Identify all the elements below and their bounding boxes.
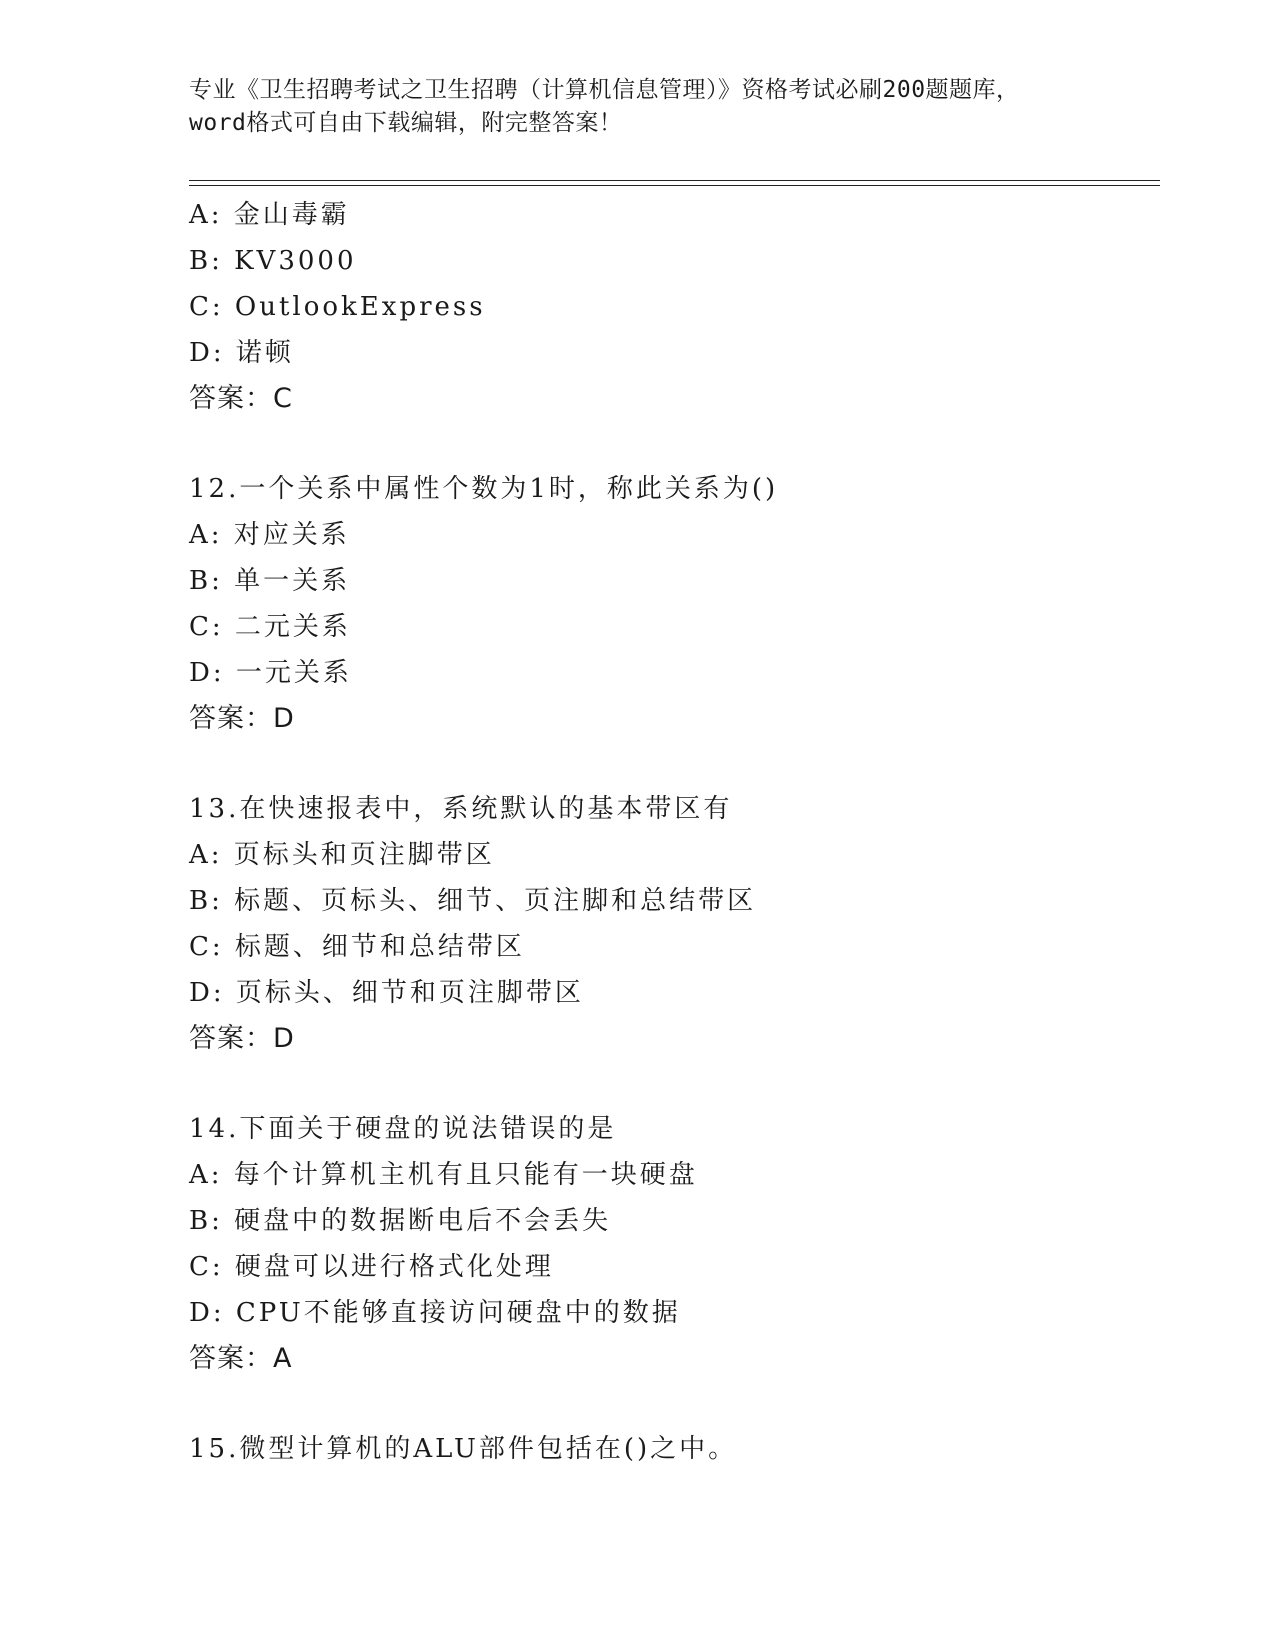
answer-line: 答案：D (189, 703, 295, 734)
header-line-2: word格式可自由下载编辑，附完整答案！ (189, 110, 623, 136)
option-b: B: 硬盘中的数据断电后不会丢失 (189, 1206, 612, 1236)
header-divider-bottom (189, 185, 1160, 186)
document-header (189, 74, 1089, 140)
option-b: B: 单一关系 (189, 566, 351, 596)
option-b: B: 标题、页标头、细节、页注脚和总结带区 (189, 886, 757, 916)
option-a: A: 每个计算机主机有且只能有一块硬盘 (189, 1160, 698, 1190)
option-c: C: OutlookExpress (189, 292, 486, 322)
question-block-13 (189, 786, 1160, 1062)
question-list (189, 192, 1160, 1472)
answer-line: 答案：C (189, 383, 293, 414)
header-divider-top (189, 180, 1160, 181)
question-block-11 (189, 192, 1160, 422)
answer-line: 答案：D (189, 1023, 295, 1054)
option-d: D: 诺顿 (189, 338, 294, 368)
question-block-15 (189, 1426, 1160, 1472)
question-text: 13.在快速报表中，系统默认的基本带区有 (189, 794, 733, 824)
option-c: C: 二元关系 (189, 612, 351, 642)
option-b: B: KV3000 (189, 246, 357, 276)
header-line-1: 专业《卫生招聘考试之卫生招聘（计算机信息管理）》资格考试必刷200题题库， (189, 77, 1020, 103)
option-d: D: 页标头、细节和页注脚带区 (189, 978, 584, 1008)
option-a: A: 页标头和页注脚带区 (189, 840, 495, 870)
question-text: 12.一个关系中属性个数为1时，称此关系为() (189, 474, 779, 504)
question-block-12 (189, 466, 1160, 742)
answer-line: 答案：A (189, 1343, 293, 1374)
option-d: D: 一元关系 (189, 658, 352, 688)
option-a: A: 金山毒霸 (189, 200, 350, 230)
option-c: C: 标题、细节和总结带区 (189, 932, 525, 962)
question-text: 14.下面关于硬盘的说法错误的是 (189, 1114, 617, 1144)
option-c: C: 硬盘可以进行格式化处理 (189, 1252, 554, 1282)
option-a: A: 对应关系 (189, 520, 350, 550)
option-d: D: CPU不能够直接访问硬盘中的数据 (189, 1298, 681, 1328)
question-block-14 (189, 1106, 1160, 1382)
question-text: 15.微型计算机的ALU部件包括在()之中。 (189, 1434, 738, 1464)
